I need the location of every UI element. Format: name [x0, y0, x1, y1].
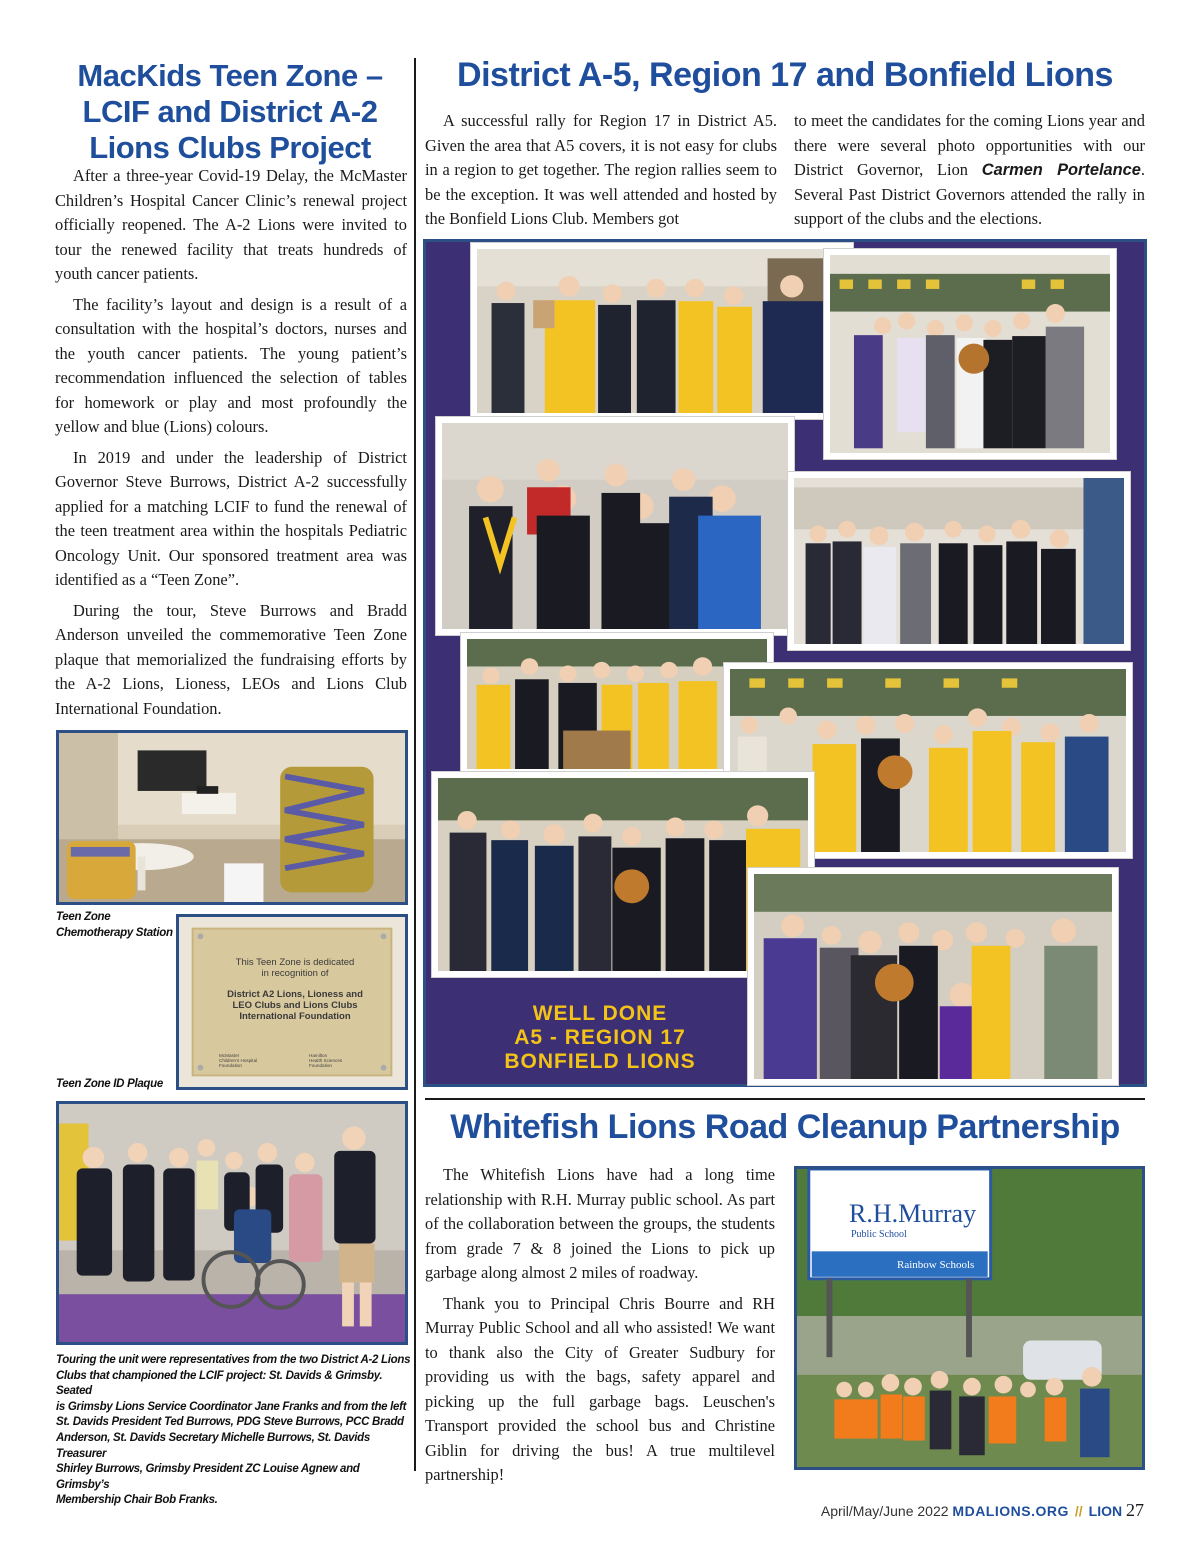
left-paragraph: In 2019 and under the leadership of District Governor Steve Burrows, District A-2 successfully applied for a matching LCIF to fund the renewal of the teen treatment area within the hospitals Pediatric Oncology Unit. Our sponsored treatment area was identified as a “Teen Zone”.: [55, 447, 407, 589]
caption-line: Anderson, St. Davids Secretary Michelle Burrows, St. Davids Treasurer: [56, 1431, 370, 1460]
collage-caption-line: BONFIELD LIONS: [504, 1050, 696, 1073]
caption-line: Shirley Burrows, Grimsby President ZC Louise Agnew and Grimsby’s: [56, 1463, 360, 1491]
road-cleanup-photo: [794, 1166, 1145, 1470]
rally-photo-4: [788, 472, 1130, 650]
plaque-logo-text: Hamilton: [309, 1053, 328, 1058]
caption-line: St. Davids President Ted Burrows, PDG Steve Burrows, PCC Bradd: [56, 1416, 404, 1429]
caption-line: Membership Chair Bob Franks.: [56, 1494, 218, 1507]
caption-line: Teen Zone: [56, 911, 111, 923]
caption-chemotherapy-station: [56, 910, 176, 941]
page-number: 27: [1126, 1500, 1144, 1520]
caption-line: Chemotherapy Station: [56, 926, 173, 939]
plaque-line: LEO Clubs and Lions Clubs: [232, 1000, 358, 1011]
plaque-line: This Teen Zone is dedicated: [235, 957, 355, 968]
footer-issue: April/May/June 2022: [820, 1503, 949, 1519]
rally-photo-8: [748, 868, 1118, 1085]
left-paragraph: After a three-year Covid-19 Delay, the McMaster Children’s Hospital Cancer Clinic’s renewal project officially reopened. The A-2 Lions were invited to tour the renewed facility that treats hundreds of youth cancer patients.: [55, 166, 407, 283]
footer-separator: //: [1074, 1503, 1083, 1519]
chemotherapy-station-photo: [56, 730, 408, 905]
section-divider: [425, 1098, 1145, 1100]
plaque-line: District A2 Lions, Lioness and: [227, 989, 363, 1000]
whitefish-paragraph: The Whitefish Lions have had a long time relationship with R.H. Murray public school. As part of the collaboration between the groups, the students from grade 7 & 8 joined the Lions to pick up garbage along almost 2 miles of roadway.: [425, 1165, 775, 1282]
left-paragraph: During the tour, Steve Burrows and Bradd Anderson unveiled the commemorative Teen Zone plaque that memorialized the fundraising efforts by the A-2 Lions, Lioness, LEOs and Lions Club International Foundation.: [55, 600, 407, 718]
plaque-logo-text: McMaster: [219, 1053, 240, 1058]
collage-caption-line: WELL DONE: [532, 1002, 668, 1025]
footer-site: MDALIONS.ORG: [952, 1503, 1069, 1519]
teen-zone-plaque-photo: [176, 914, 408, 1090]
rally-photo-2: [824, 249, 1116, 459]
caption-line: Touring the unit were representatives from the two District A-2 Lions: [56, 1354, 411, 1366]
district-a5-paragraph: A successful rally for Region 17 in District A5. Given the area that A5 covers, it is not easy for clubs in a region to get together. The region rallies seem to be the exception. It was well attended and hosted by the Bonfield Lions Club. Members got: [425, 111, 777, 228]
page-footer: [821, 1500, 1144, 1521]
caption-teen-zone-plaque: Teen Zone ID Plaque: [56, 1078, 163, 1090]
caption-line: Clubs that championed the LCIF project: St. Davids & Grimsby. Seated: [56, 1369, 383, 1398]
whitefish-paragraph: Thank you to Principal Chris Bourre and RH Murray Public School and all who assisted! We want to thank also the City of Greater Sudbury for providing us with the bags, safety apparel and picking up the full garbage bags. Leuschen's Transport provided the school bus and Christine Giblin for driving the bus! A true multilevel partnership!: [425, 1293, 775, 1484]
whitefish-headline: Whitefish Lions Road Cleanup Partnership: [450, 1108, 1120, 1146]
governor-name: Carmen Portelance: [981, 161, 1141, 179]
whitefish-article-body: [425, 1163, 775, 1494]
district-a5-column-1: [425, 109, 777, 232]
rally-photo-1: [471, 243, 853, 419]
hospital-group-photo: [56, 1101, 408, 1345]
left-headline-line: MacKids Teen Zone –: [77, 58, 383, 93]
district-a5-text: . Several Past District Governors attended the rally in support of the clubs and the elections.: [794, 160, 1145, 228]
left-article-body: [55, 164, 407, 727]
left-headline: [52, 58, 408, 166]
plaque-line: International Foundation: [239, 1011, 351, 1022]
district-a5-paragraph-2: [794, 109, 1145, 232]
school-sign-board: Rainbow Schools: [897, 1259, 975, 1271]
district-a5-text: to meet the candidates for the coming Lions year and there were several photo opportunities with our District Governor, Lion: [794, 111, 1145, 179]
district-a5-column-2: [794, 109, 1145, 232]
plaque-logo-text: Foundation: [309, 1063, 332, 1068]
rally-photo-3: [436, 417, 794, 635]
plaque-logo-text: Foundation: [219, 1063, 242, 1068]
column-divider: [414, 58, 416, 1471]
school-sign-sub: Public School: [851, 1229, 907, 1240]
collage-caption: [440, 1002, 760, 1074]
left-paragraph: The facility’s layout and design is a result of a consultation with the hospital’s doctors, nurses and the youth cancer patients. The young patient’s recommendation influenced the selection of tables for homework or play and most profoundly the yellow and blue (Lions) colours.: [55, 294, 407, 436]
plaque-logo-text: Health Sciences: [309, 1058, 343, 1063]
caption-line: is Grimsby Lions Service Coordinator Jane Franks and from the left: [56, 1400, 407, 1413]
school-sign-name: R.H.Murray: [849, 1199, 977, 1228]
left-headline-line: Lions Clubs Project: [89, 130, 371, 165]
collage-caption-line: A5 - REGION 17: [514, 1026, 686, 1049]
district-a5-headline: District A-5, Region 17 and Bonfield Lions: [457, 56, 1113, 94]
plaque-logo-text: Children's Hospital: [219, 1058, 258, 1063]
plaque-line: in recognition of: [261, 968, 329, 979]
left-headline-line: LCIF and District A-2: [82, 94, 378, 129]
footer-magazine: LION: [1088, 1503, 1123, 1519]
caption-hospital-group: [56, 1353, 412, 1509]
